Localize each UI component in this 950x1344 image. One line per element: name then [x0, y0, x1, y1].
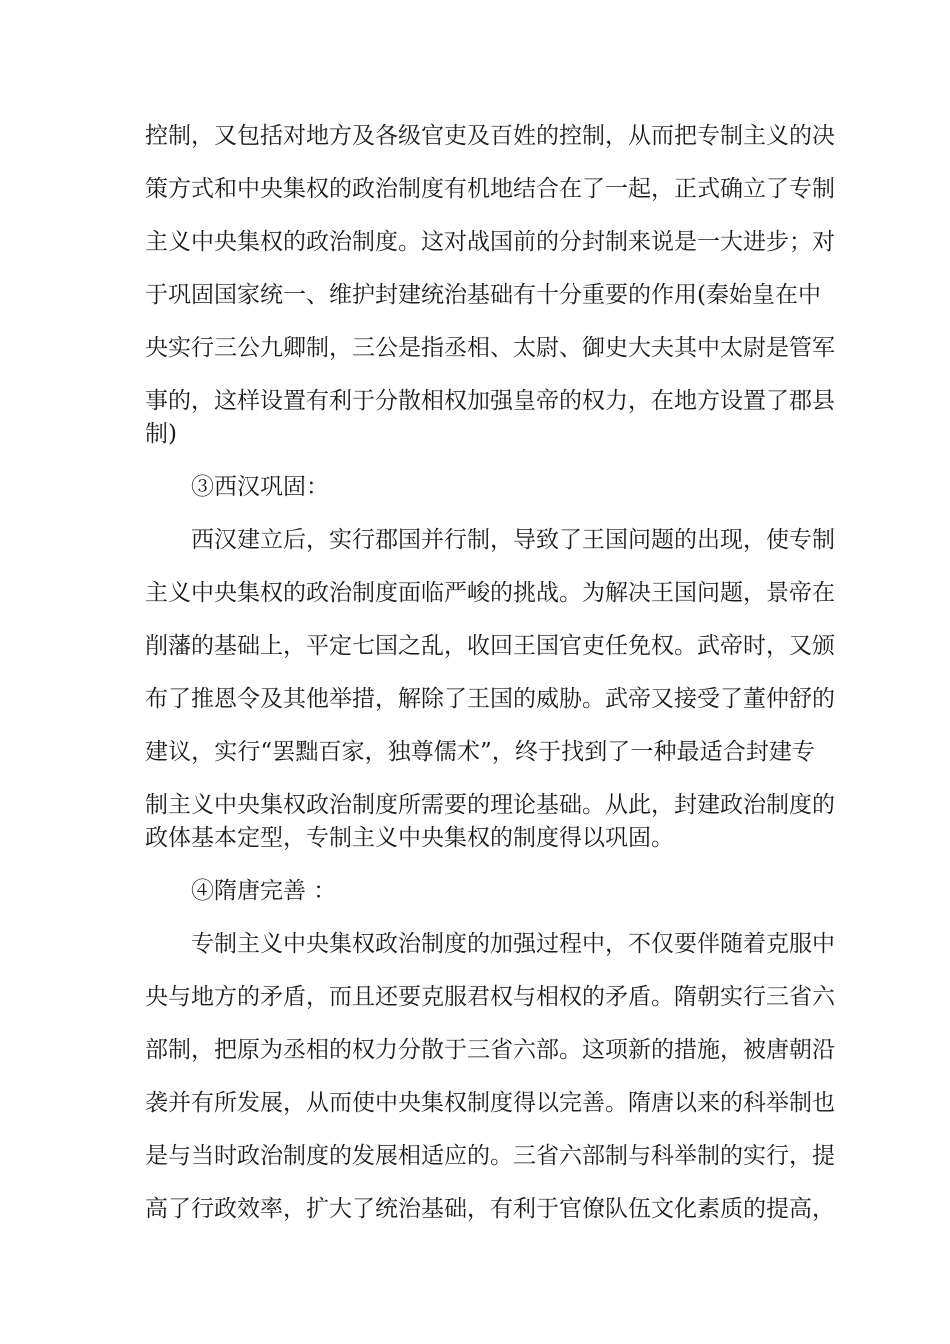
paragraph-line: 央实行三公九卿制，三公是指丞相、太尉、御史大夫其中太尉是管军 [145, 335, 835, 361]
paragraph-line: 制主义中央集权政治制度所需要的理论基础。从此，封建政治制度的 [145, 792, 835, 818]
paragraph-line: 政体基本定型，专制主义中央集权的制度得以巩固。 [145, 825, 674, 851]
paragraph-line: 高了行政效率，扩大了统治基础，有利于官僚队伍文化素质的提高， [145, 1196, 835, 1222]
paragraph-line: 袭并有所发展，从而使中央集权制度得以完善。隋唐以来的科举制也 [145, 1090, 835, 1116]
paragraph-line: 专制主义中央集权政治制度的加强过程中，不仅要伴随着克服中 [191, 931, 835, 957]
paragraph-line: 央与地方的矛盾，而且还要克服君权与相权的矛盾。隋朝实行三省六 [145, 984, 835, 1010]
paragraph-line: 西汉建立后，实行郡国并行制，导致了王国问题的出现，使专制 [191, 527, 835, 553]
paragraph-line: 主义中央集权的政治制度。这对战国前的分封制来说是一大进步；对 [145, 229, 835, 255]
paragraph-line: 削藩的基础上，平定七国之乱，收回王国官吏任免权。武帝时，又颁 [145, 633, 835, 659]
paragraph-line: 制) [145, 421, 177, 447]
section-heading: ④隋唐完善 ： [191, 878, 337, 904]
paragraph-line: 布了推恩令及其他举措，解除了王国的威胁。武帝又接受了董仲舒的 [145, 686, 835, 712]
paragraph-line: 策方式和中央集权的政治制度有机地结合在了一起，正式确立了专制 [145, 176, 835, 202]
paragraph-line: 建议，实行“罢黜百家，独尊儒术”，终于找到了一种最适合封建专 [145, 739, 815, 765]
paragraph-line: 部制，把原为丞相的权力分散于三省六部。这项新的措施，被唐朝沿 [145, 1037, 835, 1063]
paragraph-line: 是与当时政治制度的发展相适应的。三省六部制与科举制的实行，提 [145, 1143, 835, 1169]
paragraph-line: 控制，又包括对地方及各级官吏及百姓的控制，从而把专制主义的决 [145, 123, 835, 149]
paragraph-line: 事的，这样设置有利于分散相权加强皇帝的权力，在地方设置了郡县 [145, 388, 835, 414]
paragraph-line: 主义中央集权的政治制度面临严峻的挑战。为解决王国问题，景帝在 [145, 580, 835, 606]
section-heading: ③西汉巩固： [191, 474, 329, 500]
paragraph-line: 于巩固国家统一、维护封建统治基础有十分重要的作用(秦始皇在中 [145, 282, 821, 308]
